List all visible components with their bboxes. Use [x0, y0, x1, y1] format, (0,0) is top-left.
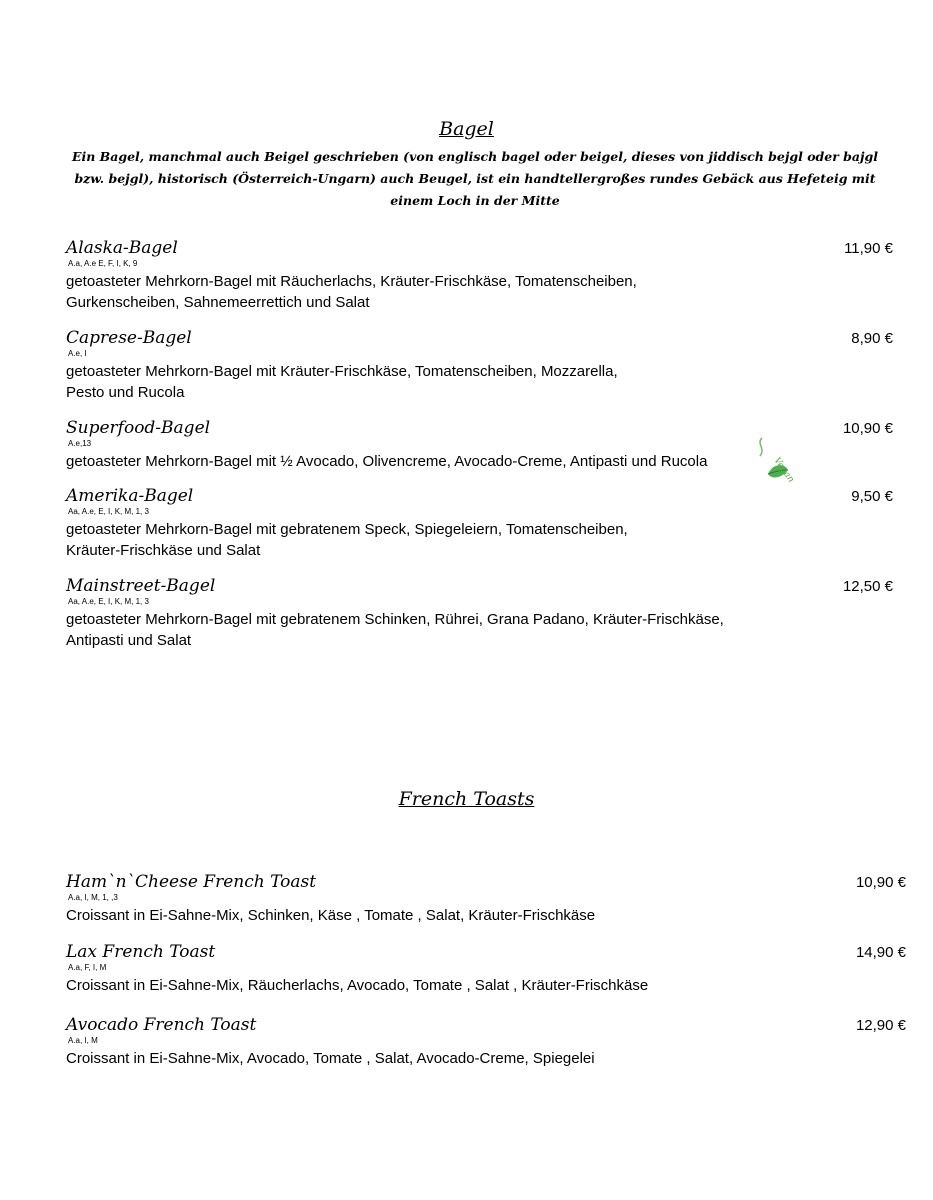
item-allergens: Aa, A.e, E, I, K, M, 1, 3	[68, 507, 149, 516]
item-name: Lax French Toast	[66, 942, 216, 962]
item-name: Mainstreet-Bagel	[66, 576, 216, 596]
item-description-line: Antipasti und Salat	[66, 632, 192, 649]
menu-item-ham-cheese-french-toast	[66, 872, 826, 926]
item-price: 9,50 €	[851, 488, 893, 505]
item-description-line: Croissant in Ei-Sahne-Mix, Avocado, Tomate , Salat, Avocado-Creme, Spiegelei	[66, 1050, 595, 1067]
menu-item-mainstreet-bagel	[66, 576, 836, 651]
item-name: Ham`n`Cheese French Toast	[66, 872, 317, 892]
item-name: Alaska-Bagel	[66, 238, 178, 258]
item-allergens: A.e,13	[68, 439, 92, 448]
section-title-french-toasts: French Toasts	[398, 788, 535, 810]
item-description-line: getoasteter Mehrkorn-Bagel mit Kräuter-Frischkäse, Tomatenscheiben, Mozzarella,	[66, 363, 618, 380]
item-allergens: A.a, I, M	[68, 1036, 98, 1045]
item-description	[66, 271, 826, 313]
menu-item-alaska-bagel	[66, 238, 826, 313]
item-name: Caprese-Bagel	[66, 328, 192, 348]
vegan-leaf-icon	[752, 434, 796, 485]
item-description	[66, 1048, 826, 1069]
item-description	[66, 361, 826, 403]
section-title-bagel: Bagel	[439, 118, 494, 140]
item-description	[66, 609, 836, 651]
item-allergens: A.e, I	[68, 349, 87, 358]
menu-item-avocado-french-toast	[66, 1015, 826, 1069]
item-price: 10,90 €	[842, 420, 893, 437]
item-description	[66, 519, 826, 561]
bagel-intro: Ein Bagel, manchmal auch Beigel geschrieben (von englisch bagel oder beigel, dieses von jiddisch bejgl oder bajgl bzw. bejgl), historisch (Österreich-Ungarn) auch Beugel, ist ein handtellergroßes rundes Gebäck aus Hefeteig mit einem Loch in der Mitte	[71, 149, 879, 208]
item-allergens: Aa, A.e, E, I, K, M, 1, 3	[68, 597, 149, 606]
menu-item-amerika-bagel	[66, 486, 826, 561]
item-description	[66, 975, 826, 996]
item-price: 14,90 €	[855, 944, 906, 961]
item-allergens: A.a, A.e E, F, I, K, 9	[68, 259, 138, 268]
item-price: 12,90 €	[855, 1017, 906, 1034]
menu-item-superfood-bagel	[66, 418, 786, 472]
vegan-label: Vegan	[771, 455, 796, 485]
item-description-line: Pesto und Rucola	[66, 384, 185, 401]
item-price: 12,50 €	[842, 578, 893, 595]
item-name: Avocado French Toast	[66, 1015, 257, 1035]
item-allergens: A.a, I, M, 1, ,3	[68, 893, 118, 902]
item-description-line: Gurkenscheiben, Sahnemeerrettich und Salat	[66, 294, 370, 311]
item-name: Superfood-Bagel	[66, 418, 211, 438]
item-description	[66, 905, 826, 926]
menu-item-lax-french-toast	[66, 942, 826, 996]
item-description-line: getoasteter Mehrkorn-Bagel mit Räucherlachs, Kräuter-Frischkäse, Tomatenscheiben,	[66, 273, 637, 290]
item-price: 10,90 €	[855, 874, 906, 891]
item-description-line: Kräuter-Frischkäse und Salat	[66, 542, 261, 559]
item-description-line: Croissant in Ei-Sahne-Mix, Schinken, Käse , Tomate , Salat, Kräuter-Frischkäse	[66, 907, 596, 924]
item-allergens: A.a, F, I, M	[68, 963, 107, 972]
item-description-line: getoasteter Mehrkorn-Bagel mit gebratenem Schinken, Rührei, Grana Padano, Kräuter-Frischkäse,	[66, 611, 724, 628]
item-price: 8,90 €	[851, 330, 893, 347]
menu-item-caprese-bagel	[66, 328, 826, 403]
item-description	[66, 451, 786, 472]
item-price: 11,90 €	[844, 240, 893, 257]
item-description-line: Croissant in Ei-Sahne-Mix, Räucherlachs, Avocado, Tomate , Salat , Kräuter-Frischkäse	[66, 977, 649, 994]
item-description-line: getoasteter Mehrkorn-Bagel mit ½ Avocado, Olivencreme, Avocado-Creme, Antipasti und Rucola	[66, 453, 708, 470]
item-name: Amerika-Bagel	[66, 486, 194, 506]
item-description-line: getoasteter Mehrkorn-Bagel mit gebratenem Speck, Spiegeleiern, Tomatenscheiben,	[66, 521, 628, 538]
